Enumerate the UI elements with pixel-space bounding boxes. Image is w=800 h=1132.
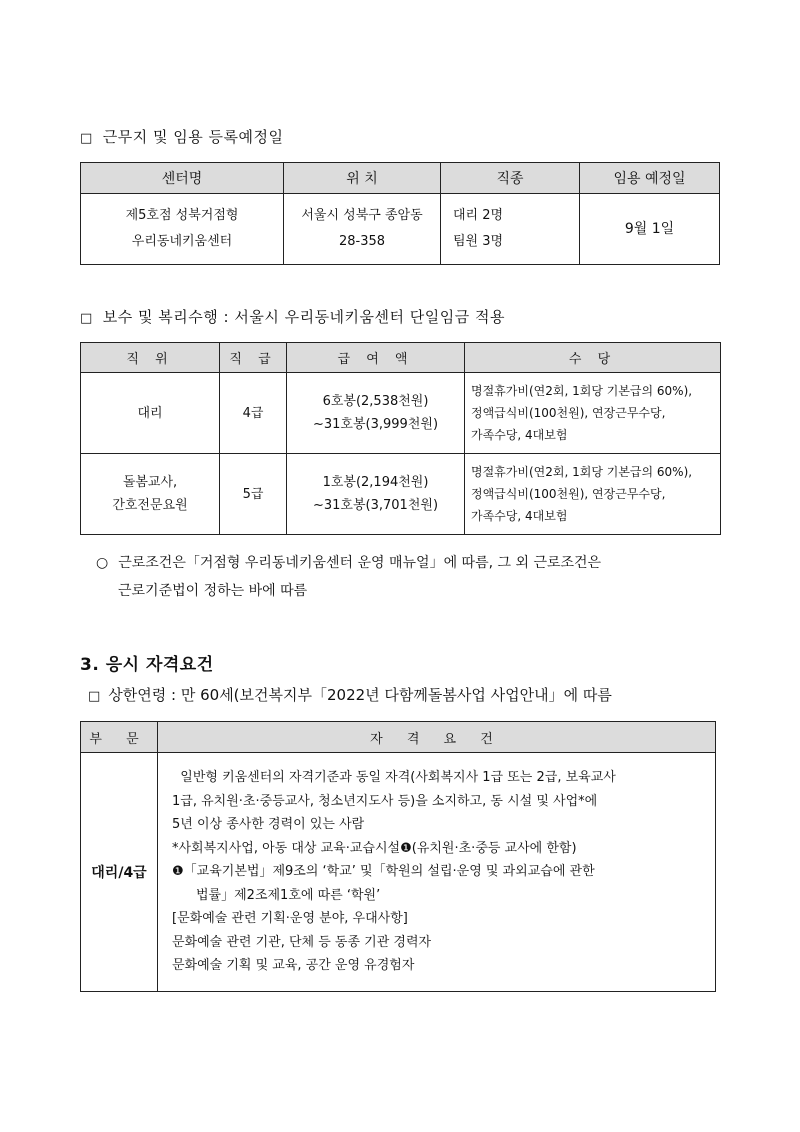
- header-division: 부 문: [81, 722, 158, 753]
- work-location-table: [80, 162, 720, 265]
- grade-cell: 5급: [220, 454, 287, 535]
- table-row: [81, 753, 716, 992]
- section-title: 보수 및 복리수행 : 서울시 우리동네키움센터 단일임금 적용: [102, 308, 505, 326]
- header-grade: 직 급: [220, 343, 287, 373]
- table-header-row: [81, 343, 721, 373]
- header-appointment-date: 임용 예정일: [580, 163, 720, 194]
- allowance-cell: 명절휴가비(연2회, 1회당 기본급의 60%), 정액급식비(100천원), 연장근무수당, 가족수당, 4대보험: [465, 454, 721, 535]
- job-type-cell: 대리 2명 팀원 3명: [441, 194, 580, 265]
- location-cell: 서울시 성북구 종암동 28-358: [284, 194, 441, 265]
- salary-table: [80, 342, 721, 535]
- square-bullet-icon: □: [80, 131, 93, 146]
- qualification-heading: 3. 응시 자격요건: [80, 655, 214, 675]
- table-header-row: [81, 163, 720, 194]
- pay-cell: 6호봉(2,538천원) ~31호봉(3,999천원): [287, 373, 465, 454]
- table-header-row: [81, 722, 716, 753]
- header-allowance: 수 당: [465, 343, 721, 373]
- allowance-cell: 명절휴가비(연2회, 1회당 기본급의 60%), 정액급식비(100천원), 연장근무수당, 가족수당, 4대보험: [465, 373, 721, 454]
- header-center-name: 센터명: [81, 163, 284, 194]
- table-row: [81, 194, 720, 265]
- working-conditions-note: [96, 549, 601, 605]
- age-limit-text: 상한연령 : 만 60세(보건복지부「2022년 다함께돌봄사업 사업안내」에 따름: [108, 686, 612, 704]
- section-title: 근무지 및 임용 등록예정일: [102, 128, 284, 146]
- table-row: [81, 454, 721, 535]
- grade-cell: 4급: [220, 373, 287, 454]
- note-line-1: 근로조건은「거점형 우리동네키움센터 운영 매뉴얼」에 따름, 그 외 근로조건은: [118, 555, 602, 571]
- header-job-type: 직종: [441, 163, 580, 194]
- pay-cell: 1호봉(2,194천원) ~31호봉(3,701천원): [287, 454, 465, 535]
- center-name-cell: 제5호점 성북거점형 우리동네키움센터: [81, 194, 284, 265]
- header-position: 직 위: [81, 343, 220, 373]
- section-salary-heading: [80, 306, 505, 327]
- position-grade-cell: 대리/4급: [81, 753, 158, 992]
- appointment-date-cell: 9월 1일: [580, 194, 720, 265]
- header-pay: 급 여 액: [287, 343, 465, 373]
- age-limit-line: [88, 684, 612, 705]
- circle-bullet-icon: ○: [96, 555, 109, 571]
- section-work-location-heading: [80, 126, 284, 147]
- header-location: 위 치: [284, 163, 441, 194]
- position-cell: 돌봄교사, 간호전문요원: [81, 454, 220, 535]
- note-line-2: 근로기준법이 정하는 바에 따름: [118, 583, 308, 599]
- header-requirements: 자 격 요 건: [158, 722, 716, 753]
- position-cell: 대리: [81, 373, 220, 454]
- qualification-table: [80, 721, 716, 992]
- table-row: [81, 373, 721, 454]
- square-bullet-icon: □: [80, 311, 93, 326]
- requirements-cell: 일반형 키움센터의 자격기준과 동일 자격(사회복지사 1급 또는 2급, 보육교사 1급, 유치원·초·중등교사, 청소년지도사 등)을 소지하고, 동 시설 및 사업*에 5년 이상 종사한 경력이 있는 사람 *사회복지사업, 아동 대상 교육·교습시설❶(유치원·초·중등 교사에 한함) ❶「교육기본법」제9조의 ‘학교’ 및「학원의 설립·운영 및 과외교습에 관한 법률」제2조제1호에 따른 ‘학원’ [문화예술 관련 기획·운영 분야, 우대사항] 문화예술 관련 기관, 단체 등 동종 기관 경력자 문화예술 기획 및 교육, 공간 운영 유경험자: [158, 753, 716, 992]
- square-bullet-icon: □: [88, 689, 101, 704]
